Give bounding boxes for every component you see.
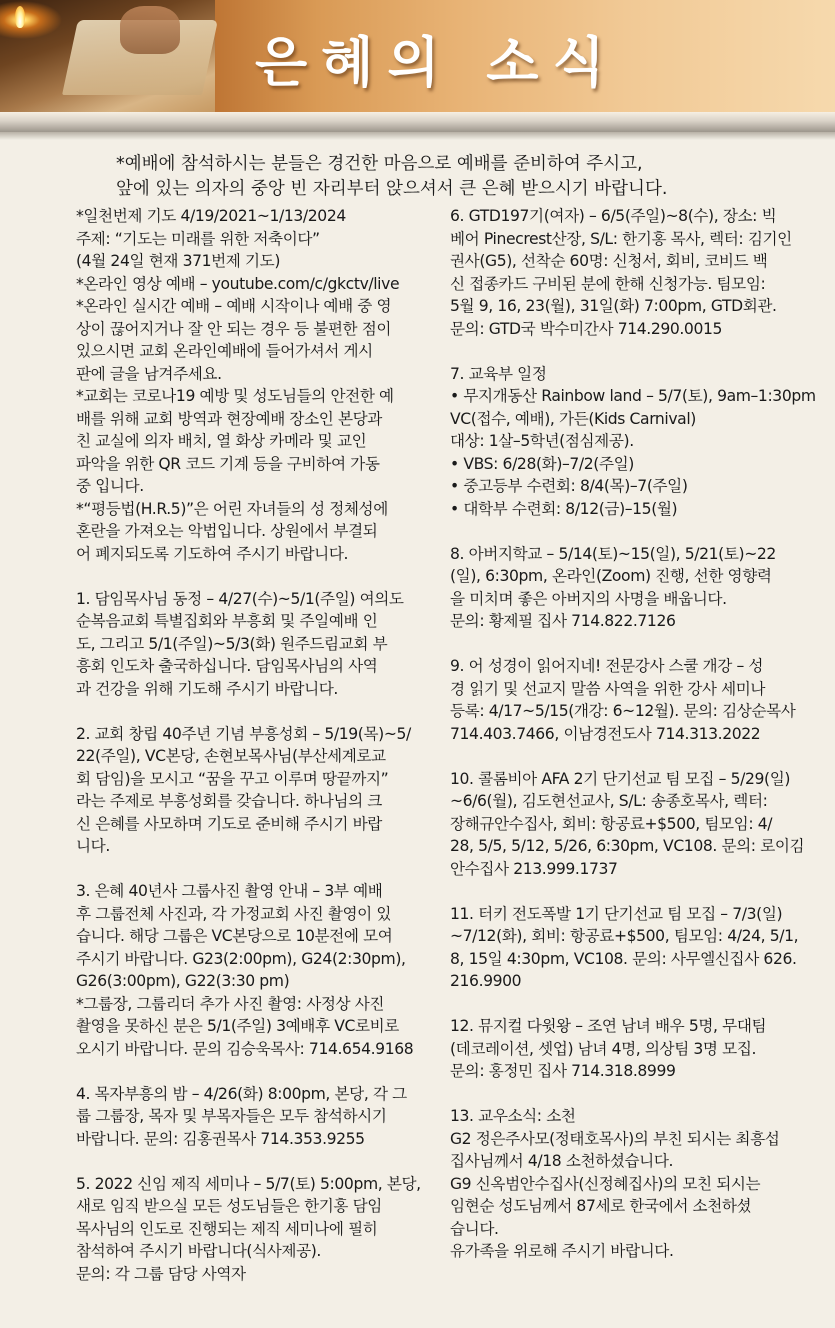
notice-general: *일천번제 기도 4/19/2021~1/13/2024 주제: “기도는 미래를 위한 저축이다” (4월 24일 현재 371번제 기도) *온라인 영상 예배 – youtube.com/c/gkctv/live *온라인 실시간 예배 – 예배 시작이나 예배 중 영 상이 끊어지거나 잘 안 되는 경우 등 불편한 점이 있으시면 교회 온라인예배에 들어가셔서 게시 판에 글을 남겨주세요. *교회는 코로나19 예방 및 성도님들의 안전한 예 배를 위해 교회 방역과 현장예배 장소인 본당과 친 교실에 의자 배치, 열 화상 카메라 및 교인 파악을 위한 QR 코드 기계 등을 구비하여 가동 중 입니다. *“평등법(H.R.5)”은 어린 자녀들의 성 정체성에 혼란을 가져오는 악법입니다. 상원에서 부결되 어 폐지되도록 기도하여 주시기 바랍니다. bbox=[76, 207, 400, 563]
header-divider bbox=[0, 112, 835, 132]
left-column bbox=[76, 205, 442, 1308]
header-shadow bbox=[0, 132, 835, 140]
notice-item-6: 6. GTD197기(여자) – 6/5(주일)~8(수), 장소: 빅 베어 Pinecrest산장, S/L: 한기홍 목사, 렉터: 김기인 권사(G5), 선착순 60명: 신청서, 회비, 코비드 백 신 접종카드 구비된 분에 한해 신청가능. 팀모임: 5월 9, 16, 23(월), 31일(화) 7:00pm, GTD회관. 문의: GTD국 박수미간사 714.290.0015 bbox=[450, 207, 792, 338]
right-column bbox=[450, 205, 820, 1285]
notice-item-11: 11. 터키 전도폭발 1기 단기선교 팀 모집 – 7/3(일) ~7/12(화), 회비: 항공료+$500, 팀모임: 4/24, 5/1, 8, 15일 4:30pm, VC108. 문의: 사무엘신집사 626. 216.9900 bbox=[450, 904, 799, 990]
notice-item-10: 10. 콜롬비아 AFA 2기 단기선교 팀 모집 – 5/29(일) ~6/6(월), 김도현선교사, S/L: 송종호목사, 렉터: 장해규안수집사, 회비: 항공료+$500, 팀모임: 4/ 28, 5/5, 5/12, 5/26, 6:30pm, VC108. 문의: 로이김 안수집사 213.999.1737 bbox=[450, 769, 805, 878]
notice-item-4: 4. 목자부흥의 밤 – 4/26(화) 8:00pm, 본당, 각 그 룹 그룹장, 목자 및 부목자들은 모두 참석하시기 바랍니다. 문의: 김홍권목사 714.353.9255 bbox=[76, 1084, 407, 1148]
praying-hands-image bbox=[120, 6, 180, 54]
candle-icon bbox=[15, 6, 25, 28]
notice-item-9: 9. 어 성경이 읽어지네! 전문강사 스쿨 개강 – 성 경 읽기 및 선교지 말씀 사역을 위한 강사 세미나 등록: 4/17~5/15(개강: 6~12월). 문의: 김상순목사 714.403.7466, 이남경전도사 714.313.2022 bbox=[450, 657, 796, 743]
notice-item-1: 1. 담임목사님 동정 – 4/27(수)~5/1(주일) 여의도 순복음교회 특별집회와 부흥회 및 주일예배 인 도, 그리고 5/1(주일)~5/3(화) 원주드림교회 부 흥회 인도차 출국하십니다. 담임목사님의 사역 과 건강을 위해 기도해 주시기 바랍니다. bbox=[76, 589, 404, 698]
notice-item-12: 12. 뮤지컬 다윗왕 – 조연 남녀 배우 5명, 무대팀 (데코레이션, 셋업) 남녀 4명, 의상팀 3명 모집. 문의: 홍정민 집사 714.318.8999 bbox=[450, 1017, 767, 1080]
notice-item-2: 2. 교회 창립 40주년 기념 부흥성회 – 5/19(목)~5/ 22(주일), VC본당, 손현보목사님(부산세계로교 회 담임)을 모시고 “꿈을 꾸고 이루며 땅끝까지” 라는 주제로 부흥성회를 갖습니다. 하나님의 크 신 은혜를 사모하며 기도로 준비해 주시기 바랍 니다. bbox=[76, 724, 411, 855]
notice-item-13: 13. 교우소식: 소천 G2 정은주사모(정태호목사)의 부친 되시는 최흥섭 집사님께서 4/18 소천하셨습니다. G9 신옥범안수집사(신정혜집사)의 모친 되시는 임현순 성도님께서 87세로 한국에서 소천하셨 습니다. 유가족을 위로해 주시기 바랍니다. bbox=[450, 1107, 780, 1260]
notice-item-5: 5. 2022 신임 제직 세미나 – 5/7(토) 5:00pm, 본당, 새로 임직 받으실 모든 성도님들은 한기홍 담임 목사님의 인도로 진행되는 제직 세미나에 필히 참석하여 주시기 바랍니다(식사제공). 문의: 각 그룹 담당 사역자 bbox=[76, 1174, 421, 1283]
praying-hands-candle-photo bbox=[0, 0, 215, 112]
page-title: 은혜의 소식 bbox=[255, 30, 619, 94]
notice-item-3: 3. 은혜 40년사 그룹사진 촬영 안내 – 3부 예배 후 그룹전체 사진과, 각 가정교회 사진 촬영이 있 습니다. 해당 그룹은 VC본당으로 10분전에 모여 주시기 바랍니다. G23(2:00pm), G24(2:30pm), G26(3:00pm), G22(3:30 pm) *그룹장, 그룹리더 추가 사진 촬영: 사정상 사진 촬영을 못하신 분은 5/1(주일) 3예배후 VC로비로 오시기 바랍니다. 문의 김승욱목사: 714.654.9168 bbox=[76, 882, 414, 1058]
intro-notice: *예배에 참석하시는 분들은 경건한 마음으로 예배를 준비하여 주시고, 앞에 있는 의자의 중앙 빈 자리부터 앉으셔서 큰 은혜 받으시기 바랍니다. bbox=[116, 154, 668, 199]
notice-item-8: 8. 아버지학교 – 5/14(토)~15(일), 5/21(토)~22 (일), 6:30pm, 온라인(Zoom) 진행, 선한 영향력 을 미치며 좋은 아버지의 사명을 배웁니다. 문의: 황제필 집사 714.822.7126 bbox=[450, 544, 776, 630]
notice-item-7: 7. 교육부 일정 • 무지개동산 Rainbow land – 5/7(토), 9am–1:30pm VC(접수, 예배), 가든(Kids Carnival) 대상: 1살–5학년(점심제공). • VBS: 6/28(화)–7/2(주일) • 중고등부 수련회: 8/4(목)–7(주일) • 대학부 수련회: 8/12(금)–15(월) bbox=[450, 364, 816, 518]
